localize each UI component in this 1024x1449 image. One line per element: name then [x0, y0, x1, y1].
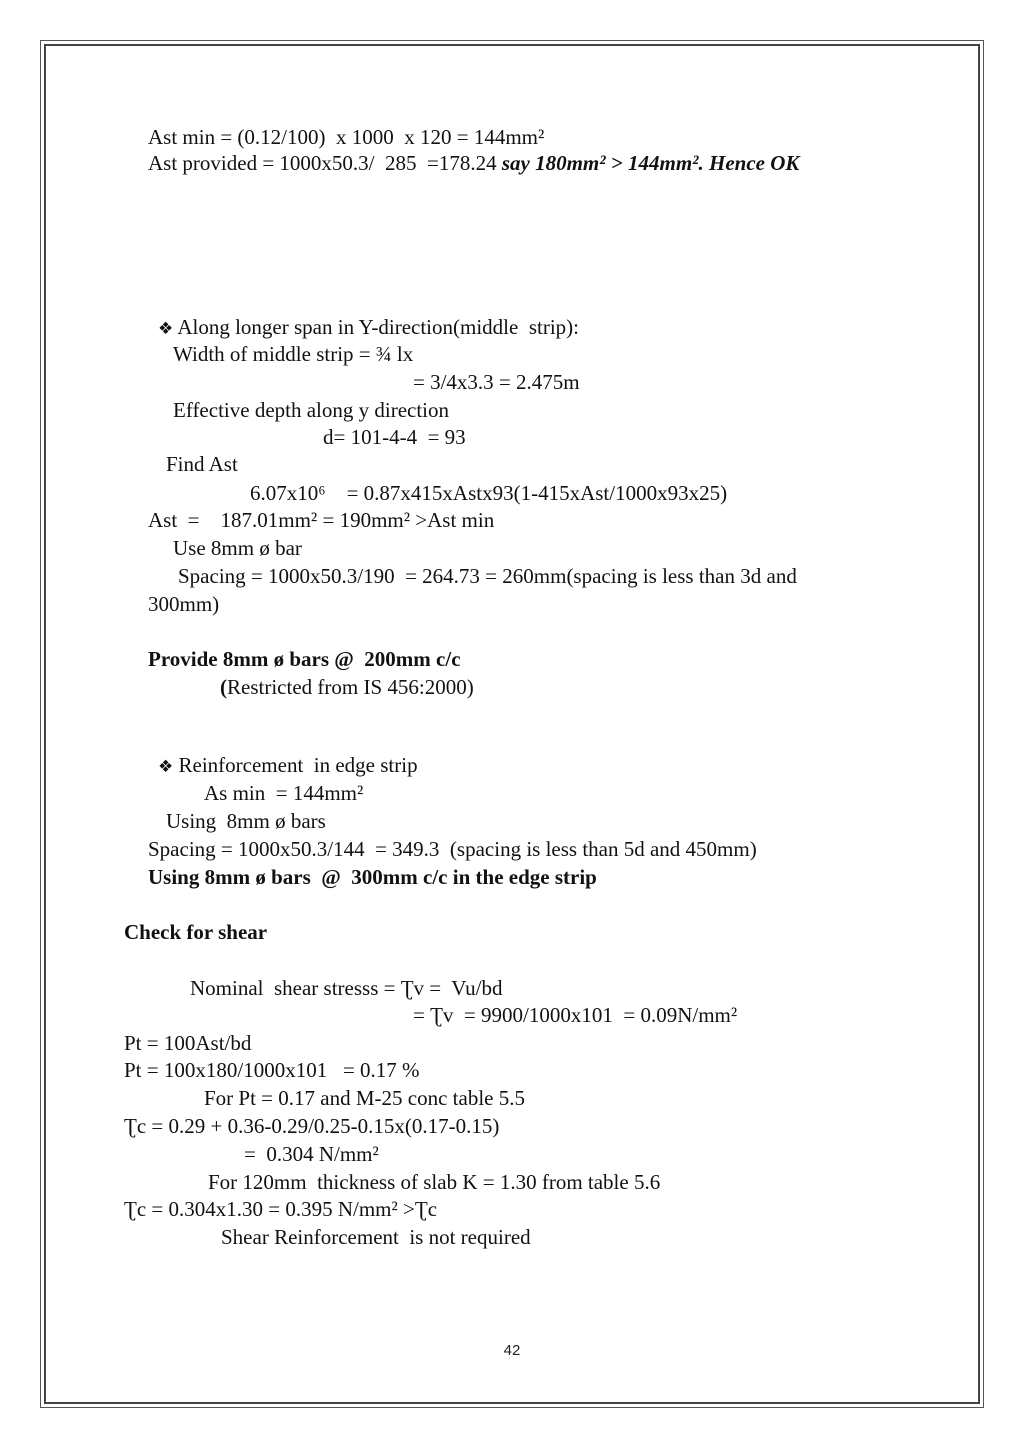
shear-conclusion: Shear Reinforcement is not required [221, 1225, 531, 1249]
middle-strip-width-value: = 3/4x3.3 = 2.475m [413, 370, 580, 394]
bar-size-line: Use 8mm ø bar [173, 536, 302, 560]
ast-provided-value: Ast provided = 1000x50.3/ 285 =178.24 [148, 151, 502, 175]
ast-min-line: Ast min = (0.12/100) x 1000 x 120 = 144mm² [148, 125, 545, 149]
effective-depth-line: Effective depth along y direction [173, 398, 450, 422]
diamond-bullet-icon: ❖ [158, 319, 174, 339]
diamond-bullet-icon: ❖ [158, 757, 174, 777]
tc-adjusted-line: Ʈc = 0.304x1.30 = 0.395 N/mm² >Ʈc [124, 1197, 438, 1221]
edge-strip-conclusion: Using 8mm ø bars @ 300mm c/c in the edge strip [148, 865, 597, 889]
middle-strip-width-line: Width of middle strip = ¾ lx [173, 342, 414, 366]
tc-interpolation: Ʈc = 0.29 + 0.36-0.29/0.25-0.15x(0.17-0.15) [124, 1114, 500, 1138]
pt-value: Pt = 100x180/1000x101 = 0.17 % [124, 1058, 420, 1082]
nominal-shear-line: Nominal shear stresss = Ʈv = Vu/bd [190, 976, 503, 1000]
longer-span-heading [158, 314, 579, 342]
ast-result-line: Ast = 187.01mm² = 190mm² >Ast min [148, 508, 495, 532]
find-ast-line: Find Ast [166, 452, 238, 476]
pt-formula: Pt = 100Ast/bd [124, 1031, 252, 1055]
ast-provided-conclusion: say 180mm² > 144mm². Hence OK [501, 151, 800, 175]
nominal-shear-value: = Ʈv = 9900/1000x101 = 0.09N/mm² [413, 1003, 738, 1027]
edge-strip-heading-text: Reinforcement in edge strip [178, 753, 418, 777]
as-min-line: As min = 144mm² [204, 781, 364, 805]
check-for-shear-heading: Check for shear [124, 920, 268, 944]
ast-provided-line [148, 150, 799, 176]
provide-bars-line: Provide 8mm ø bars @ 200mm c/c [148, 647, 461, 671]
spacing-line-continued: 300mm) [148, 592, 220, 616]
moment-equation: 6.07x10⁶ = 0.87x415xAstx93(1-415xAst/1000x93x25) [250, 481, 728, 505]
table-reference-line: For Pt = 0.17 and M-25 conc table 5.5 [204, 1086, 525, 1110]
restricted-note-paren: ( [220, 675, 227, 699]
edge-strip-heading [158, 752, 418, 780]
restricted-note-text: Restricted from IS 456:2000) [227, 675, 474, 699]
restricted-note [220, 674, 474, 700]
page-number: 42 [503, 1342, 521, 1359]
using-bars-line: Using 8mm ø bars [166, 809, 326, 833]
longer-span-heading-text: Along longer span in Y-direction(middle strip): [177, 315, 579, 339]
tc-value: = 0.304 N/mm² [244, 1142, 379, 1166]
effective-depth-value: d= 101-4-4 = 93 [323, 425, 466, 449]
spacing-line: Spacing = 1000x50.3/190 = 264.73 = 260mm(spacing is less than 3d and [178, 564, 797, 588]
thickness-factor-line: For 120mm thickness of slab K = 1.30 from table 5.6 [208, 1170, 661, 1194]
edge-spacing-line: Spacing = 1000x50.3/144 = 349.3 (spacing is less than 5d and 450mm) [148, 837, 757, 861]
